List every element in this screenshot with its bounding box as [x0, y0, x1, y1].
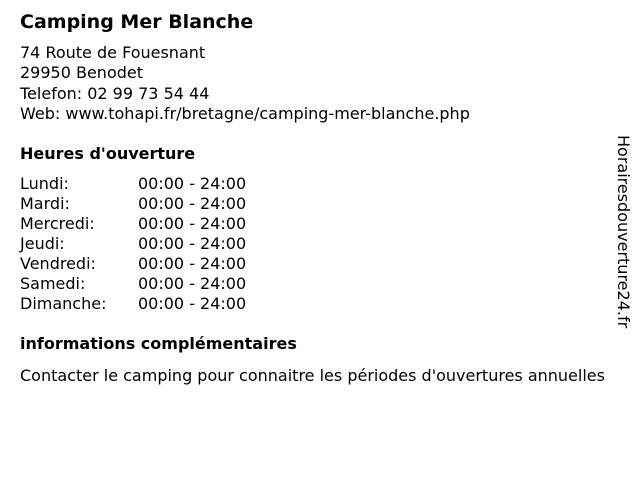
hours-time: 00:00 - 24:00 — [138, 214, 247, 233]
phone-line: Telefon: 02 99 73 54 44 — [20, 83, 210, 103]
hours-day: Mercredi: — [20, 214, 95, 233]
hours-time: 00:00 - 24:00 — [138, 194, 247, 213]
page-title: Camping Mer Blanche — [20, 11, 254, 33]
info-text: Contacter le camping pour connaitre les périodes d'ouvertures annuelles — [20, 366, 605, 385]
hours-day: Mardi: — [20, 194, 70, 213]
hours-table — [20, 174, 246, 314]
address-street: 74 Route de Fouesnant — [20, 43, 206, 62]
hours-day: Vendredi: — [20, 254, 96, 273]
hours-time: 00:00 - 24:00 — [138, 274, 247, 293]
hours-title: Heures d'ouverture — [20, 144, 196, 163]
hours-day: Lundi: — [20, 174, 69, 193]
hours-row — [20, 234, 246, 254]
address-city: 29950 Benodet — [20, 63, 144, 83]
hours-time: 00:00 - 24:00 — [138, 254, 247, 273]
hours-day: Dimanche: — [20, 294, 107, 313]
hours-day: Jeudi: — [20, 234, 65, 253]
hours-row — [20, 274, 246, 294]
hours-row — [20, 194, 246, 214]
hours-row — [20, 214, 246, 234]
hours-row — [20, 254, 246, 274]
web-line: Web: www.tohapi.fr/bretagne/camping-mer-blanche.php — [20, 103, 470, 123]
hours-time: 00:00 - 24:00 — [138, 294, 247, 313]
hours-row — [20, 294, 246, 314]
hours-row — [20, 174, 246, 194]
site-watermark: Horairesdouverture24.fr — [614, 135, 633, 329]
hours-day: Samedi: — [20, 274, 86, 293]
address-block — [20, 43, 470, 124]
info-title: informations complémentaires — [20, 334, 297, 353]
hours-time: 00:00 - 24:00 — [138, 174, 247, 193]
hours-time: 00:00 - 24:00 — [138, 234, 247, 253]
